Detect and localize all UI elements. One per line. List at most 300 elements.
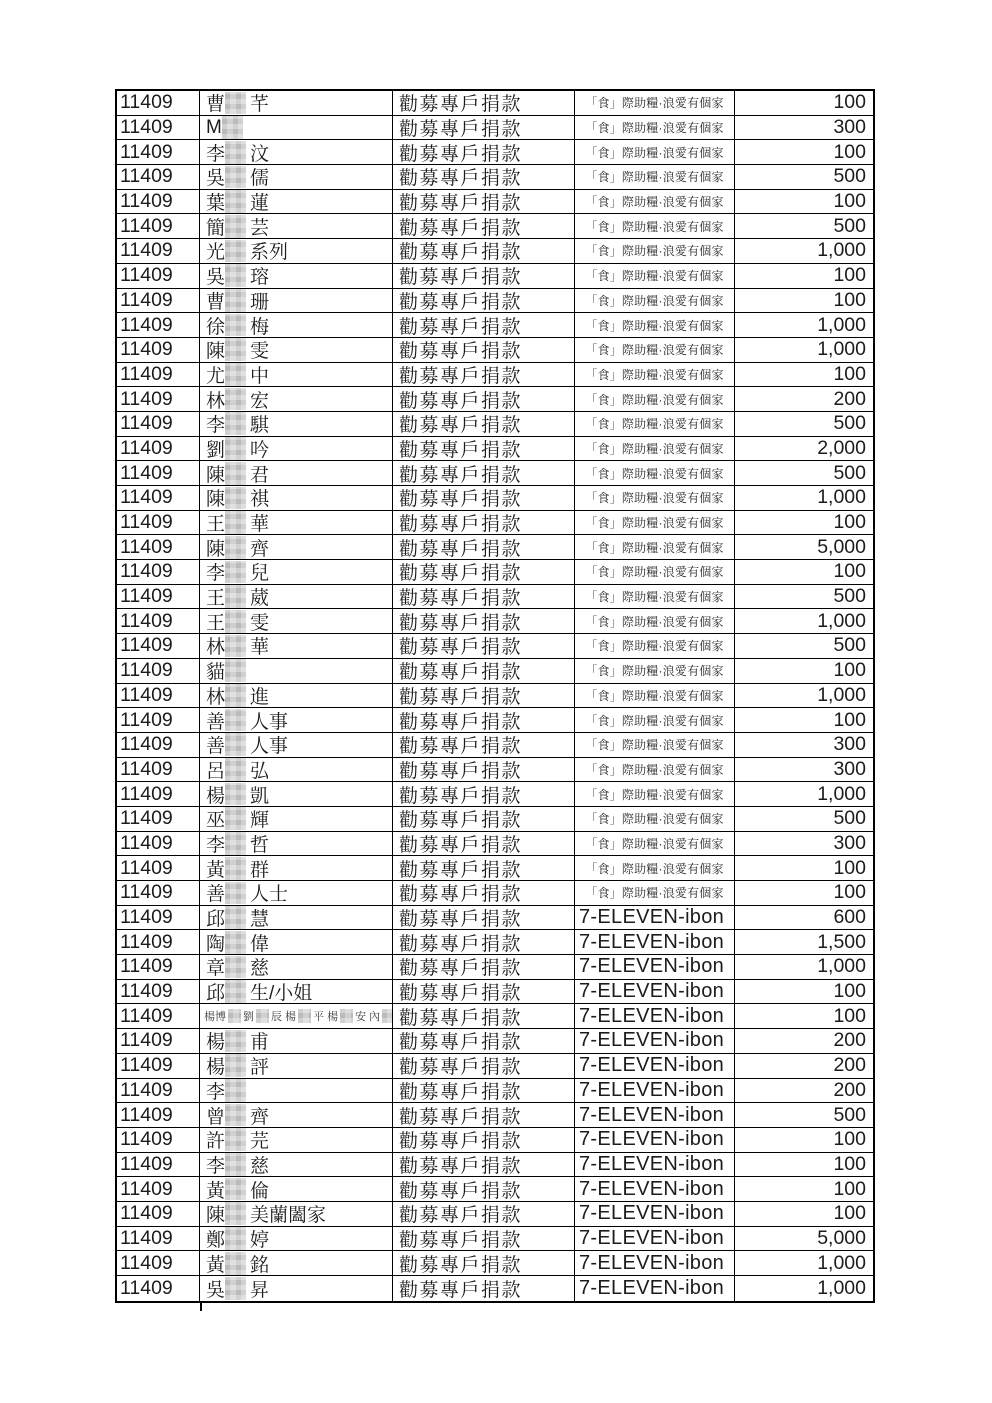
redaction-box <box>225 264 246 287</box>
donor-name-text: 李 <box>206 143 226 165</box>
channel-cell: 「食」際助糧·浪愛有個家 <box>575 363 735 387</box>
donation-type-cell: 勸募專戶捐款 <box>393 1103 575 1127</box>
donor-name-text: 黃 <box>206 1180 226 1201</box>
redaction-box <box>225 190 246 213</box>
channel-cell: 7-ELEVEN-ibon <box>575 1177 735 1201</box>
donor-name-cell <box>200 1128 393 1152</box>
code-cell: 11409 <box>117 1276 200 1301</box>
donor-name-cell <box>200 1029 393 1053</box>
code-cell: 11409 <box>117 1177 200 1201</box>
channel-cell: 「食」際助糧·浪愛有個家 <box>575 190 735 214</box>
donation-type-cell: 勸募專戶捐款 <box>393 930 575 954</box>
channel-cell: 「食」際助糧·浪愛有個家 <box>575 634 735 658</box>
channel-cell: 「食」際助糧·浪愛有個家 <box>575 387 735 411</box>
donor-name-text: 蓮 <box>250 193 270 214</box>
donor-name-text: 善 <box>206 736 226 757</box>
channel-cell: 7-ELEVEN-ibon <box>575 1251 735 1275</box>
channel-cell: 「食」際助糧·浪愛有個家 <box>575 461 735 485</box>
donation-type-cell: 勸募專戶捐款 <box>393 239 575 263</box>
amount-cell: 1,000 <box>817 338 866 361</box>
donor-name-text: 梅 <box>250 316 270 337</box>
donor-name-text: 君 <box>250 464 270 485</box>
donor-name-cell <box>200 832 393 856</box>
donor-name-cell <box>200 412 393 436</box>
redaction-box <box>225 1202 246 1225</box>
code-cell: 11409 <box>117 1128 200 1152</box>
donor-name-text: 慈 <box>250 958 270 979</box>
redaction-box <box>225 1104 246 1127</box>
redaction-box <box>225 1178 246 1201</box>
table-row <box>117 1079 873 1104</box>
donation-type-cell: 勸募專戶捐款 <box>393 461 575 485</box>
table-row <box>117 437 873 462</box>
channel-cell: 「食」際助糧·浪愛有個家 <box>575 832 735 856</box>
table-row <box>117 239 873 264</box>
donor-name-text: 陳 <box>206 341 226 362</box>
table-row <box>117 634 873 659</box>
code-cell: 11409 <box>117 609 200 633</box>
channel-cell: 7-ELEVEN-ibon <box>575 1153 735 1177</box>
donor-name-text: 林 <box>206 637 226 658</box>
table-row <box>117 313 873 338</box>
donor-name-text: 中 <box>250 365 270 387</box>
donor-name-text: 美蘭闔家 <box>250 1205 327 1226</box>
donation-type-cell: 勸募專戶捐款 <box>393 313 575 337</box>
donor-name-cell <box>200 1153 393 1177</box>
table-row <box>117 782 873 807</box>
channel-cell: 「食」際助糧·浪愛有個家 <box>575 511 735 535</box>
amount-cell: 100 <box>833 91 866 114</box>
donor-name-text: 吳 <box>206 267 226 288</box>
donor-name-text: 邱 <box>206 909 226 930</box>
donor-name-text: 黃 <box>206 859 226 880</box>
donor-name-text: 吳 <box>206 168 226 189</box>
table-row <box>117 560 873 585</box>
donor-name-text: 瑢 <box>250 267 270 288</box>
donor-name-text: 李 <box>206 415 226 436</box>
table-row <box>117 461 873 486</box>
redaction-box <box>225 561 246 584</box>
donor-name-text: 芊 <box>250 94 270 115</box>
donation-type-cell: 勸募專戶捐款 <box>393 684 575 708</box>
redaction-box <box>225 1252 246 1275</box>
redaction-box <box>256 1009 269 1023</box>
donor-name-text: 芸 <box>250 217 270 239</box>
donation-type-cell: 勸募專戶捐款 <box>393 1004 575 1028</box>
donation-type-cell: 勸募專戶捐款 <box>393 1079 575 1103</box>
table-row <box>117 1029 873 1054</box>
donation-type-cell: 勸募專戶捐款 <box>393 140 575 164</box>
table-row <box>117 535 873 560</box>
channel-cell: 「食」際助糧·浪愛有個家 <box>575 585 735 609</box>
donation-type-cell: 勸募專戶捐款 <box>393 634 575 658</box>
channel-cell: 「食」際助糧·浪愛有個家 <box>575 609 735 633</box>
amount-cell: 500 <box>833 1103 866 1126</box>
redaction-box <box>225 758 246 781</box>
donor-name-cell <box>200 930 393 954</box>
donor-name-text: 齊 <box>250 538 270 560</box>
redaction-box <box>225 240 246 263</box>
donation-type-cell: 勸募專戶捐款 <box>393 782 575 806</box>
code-cell: 11409 <box>117 733 200 757</box>
donor-name-text: 劉 <box>243 1011 254 1024</box>
donor-name-text: 評 <box>250 1057 270 1078</box>
donor-name-text: 林 <box>206 686 226 708</box>
donor-name-cell <box>200 1079 393 1103</box>
amount-cell: 100 <box>833 140 866 163</box>
amount-cell: 100 <box>833 980 866 1003</box>
channel-cell: 「食」際助糧·浪愛有個家 <box>575 264 735 288</box>
code-cell: 11409 <box>117 511 200 535</box>
amount-cell: 300 <box>833 757 866 780</box>
donor-name-text: 汶 <box>250 143 270 165</box>
donation-type-cell: 勸募專戶捐款 <box>393 708 575 732</box>
amount-cell: 200 <box>833 1054 866 1077</box>
channel-cell: 7-ELEVEN-ibon <box>575 906 735 930</box>
donation-type-cell: 勸募專戶捐款 <box>393 758 575 782</box>
donor-name-text: 弘 <box>250 760 270 782</box>
code-cell: 11409 <box>117 856 200 880</box>
donation-type-cell: 勸募專戶捐款 <box>393 486 575 510</box>
donor-name-text: 貓 <box>206 662 226 683</box>
table-row <box>117 856 873 881</box>
donor-name-cell <box>200 609 393 633</box>
donation-type-cell: 勸募專戶捐款 <box>393 881 575 905</box>
channel-cell: 「食」際助糧·浪愛有個家 <box>575 313 735 337</box>
donor-name-text: 劉 <box>206 439 226 461</box>
amount-cell: 100 <box>833 511 866 534</box>
donor-name-text: 辰 楊 <box>271 1011 297 1024</box>
donor-name-text: 善 <box>206 884 226 905</box>
channel-cell: 「食」際助糧·浪愛有個家 <box>575 782 735 806</box>
amount-cell: 100 <box>833 708 866 731</box>
donor-name-cell <box>200 437 393 461</box>
redaction-box <box>225 659 246 682</box>
table-row <box>117 1227 873 1252</box>
donor-name-text: 華 <box>250 637 270 658</box>
redaction-box <box>225 635 246 658</box>
donation-type-cell: 勸募專戶捐款 <box>393 363 575 387</box>
redaction-box <box>225 956 246 979</box>
donor-name-text: 楊 <box>206 785 226 806</box>
table-row <box>117 758 873 783</box>
donor-name-text: 曹 <box>206 94 226 115</box>
donor-name-text: 楊 <box>206 1057 226 1078</box>
donor-name-cell <box>200 955 393 979</box>
table-row <box>117 980 873 1005</box>
donor-name-text: 哲 <box>250 834 270 856</box>
donor-name-cell <box>200 91 393 115</box>
redaction-box <box>225 980 246 1003</box>
donor-name-cell <box>200 708 393 732</box>
amount-cell: 300 <box>833 733 866 756</box>
donation-type-cell: 勸募專戶捐款 <box>393 585 575 609</box>
table-row <box>117 1103 873 1128</box>
amount-cell: 100 <box>833 560 866 583</box>
donor-name-cell <box>200 1004 393 1028</box>
donor-name-cell <box>200 338 393 362</box>
table-row <box>117 363 873 388</box>
code-cell: 11409 <box>117 412 200 436</box>
code-cell: 11409 <box>117 91 200 115</box>
channel-cell: 「食」際助糧·浪愛有個家 <box>575 684 735 708</box>
amount-cell: 500 <box>833 461 866 484</box>
redaction-box <box>225 832 246 855</box>
amount-cell: 1,500 <box>817 930 866 953</box>
donor-name-cell <box>200 782 393 806</box>
donation-type-cell: 勸募專戶捐款 <box>393 190 575 214</box>
donor-name-text: 安 內 <box>355 1011 381 1024</box>
amount-cell: 500 <box>833 807 866 830</box>
redaction-box <box>225 684 246 707</box>
channel-cell: 「食」際助糧·浪愛有個家 <box>575 535 735 559</box>
donor-name-cell <box>200 289 393 313</box>
table-row <box>117 116 873 141</box>
table-row <box>117 1276 873 1301</box>
table-row <box>117 807 873 832</box>
redaction-box <box>225 412 246 435</box>
redaction-box <box>225 1128 246 1151</box>
donor-name-cell <box>200 190 393 214</box>
donor-name-text: M <box>206 116 222 138</box>
code-cell: 11409 <box>117 1054 200 1078</box>
redaction-box <box>225 733 246 756</box>
amount-cell: 500 <box>833 585 866 608</box>
donation-type-cell: 勸募專戶捐款 <box>393 214 575 238</box>
donor-name-cell <box>200 1202 393 1226</box>
amount-cell: 1,000 <box>817 782 866 805</box>
table-row <box>117 1054 873 1079</box>
code-cell: 11409 <box>117 116 200 140</box>
channel-cell: 7-ELEVEN-ibon <box>575 1202 735 1226</box>
redaction-box <box>225 931 246 954</box>
redaction-box <box>225 487 246 510</box>
table-row <box>117 708 873 733</box>
redaction-box <box>225 462 246 485</box>
donor-name-text: 善 <box>206 711 226 732</box>
donor-name-text: 巫 <box>206 810 226 831</box>
donation-type-cell: 勸募專戶捐款 <box>393 1029 575 1053</box>
code-cell: 11409 <box>117 1251 200 1275</box>
donor-name-text: 進 <box>250 686 270 708</box>
code-cell: 11409 <box>117 1103 200 1127</box>
donor-name-text: 黃 <box>206 1254 226 1275</box>
donor-name-text: 楊博 <box>204 1011 226 1024</box>
donor-name-text: 李 <box>206 563 226 584</box>
redaction-box <box>225 215 246 238</box>
code-cell: 11409 <box>117 659 200 683</box>
amount-cell: 1,000 <box>817 239 866 262</box>
channel-cell: 7-ELEVEN-ibon <box>575 1128 735 1152</box>
channel-cell: 7-ELEVEN-ibon <box>575 980 735 1004</box>
code-cell: 11409 <box>117 165 200 189</box>
channel-cell: 「食」際助糧·浪愛有個家 <box>575 881 735 905</box>
donation-type-cell: 勸募專戶捐款 <box>393 511 575 535</box>
amount-cell: 500 <box>833 165 866 188</box>
table-row <box>117 412 873 437</box>
amount-cell: 300 <box>833 831 866 854</box>
donor-name-cell <box>200 264 393 288</box>
amount-cell: 100 <box>833 659 866 682</box>
code-cell: 11409 <box>117 214 200 238</box>
code-cell: 11409 <box>117 684 200 708</box>
redaction-box <box>225 314 246 337</box>
code-cell: 11409 <box>117 140 200 164</box>
donor-name-text: 甫 <box>250 1032 270 1053</box>
redaction-box <box>225 610 246 633</box>
donation-type-cell: 勸募專戶捐款 <box>393 1227 575 1251</box>
code-cell: 11409 <box>117 1029 200 1053</box>
code-cell: 11409 <box>117 239 200 263</box>
donor-name-text: 系列 <box>250 242 289 263</box>
redaction-box <box>225 807 246 830</box>
table-row <box>117 906 873 931</box>
donor-name-text: 徐 <box>206 316 226 337</box>
amount-cell: 300 <box>833 116 866 139</box>
table-row <box>117 684 873 709</box>
donor-name-text: 簡 <box>206 217 226 239</box>
donor-name-text: 人士 <box>250 884 289 905</box>
amount-cell: 100 <box>833 288 866 311</box>
donor-name-cell <box>200 1054 393 1078</box>
code-cell: 11409 <box>117 807 200 831</box>
donor-name-text: 齊 <box>250 1106 270 1127</box>
donor-name-cell <box>200 733 393 757</box>
donor-name-text: 珊 <box>250 291 270 313</box>
donation-type-cell: 勸募專戶捐款 <box>393 906 575 930</box>
redaction-box <box>298 1009 311 1023</box>
donation-type-cell: 勸募專戶捐款 <box>393 980 575 1004</box>
donation-type-cell: 勸募專戶捐款 <box>393 1054 575 1078</box>
channel-cell: 7-ELEVEN-ibon <box>575 1276 735 1301</box>
redaction-box <box>225 289 246 312</box>
table-row <box>117 1153 873 1178</box>
amount-cell: 1,000 <box>817 955 866 978</box>
donation-type-cell: 勸募專戶捐款 <box>393 659 575 683</box>
donor-name-text: 輝 <box>250 810 270 831</box>
amount-cell: 5,000 <box>817 1226 866 1249</box>
table-bottom-tick <box>200 1302 202 1311</box>
donor-name-text: 雯 <box>250 612 270 634</box>
donation-type-cell: 勸募專戶捐款 <box>393 264 575 288</box>
redaction-box <box>225 1079 246 1102</box>
redaction-box <box>225 1153 246 1176</box>
donor-name-text: 陶 <box>206 933 226 955</box>
table-row <box>117 91 873 116</box>
table-row <box>117 585 873 610</box>
amount-cell: 1,000 <box>817 486 866 509</box>
donor-name-cell <box>200 1103 393 1127</box>
table-row <box>117 511 873 536</box>
code-cell: 11409 <box>117 1079 200 1103</box>
channel-cell: 7-ELEVEN-ibon <box>575 1079 735 1103</box>
channel-cell: 「食」際助糧·浪愛有個家 <box>575 758 735 782</box>
table-row <box>117 1004 873 1029</box>
code-cell: 11409 <box>117 906 200 930</box>
donation-type-cell: 勸募專戶捐款 <box>393 807 575 831</box>
donor-name-cell <box>200 461 393 485</box>
table-row <box>117 659 873 684</box>
amount-cell: 100 <box>833 1152 866 1175</box>
channel-cell: 7-ELEVEN-ibon <box>575 1054 735 1078</box>
table-row <box>117 1177 873 1202</box>
redaction-box <box>225 1277 246 1301</box>
donor-name-text: 兒 <box>250 563 270 584</box>
donor-name-text: 林 <box>206 390 226 411</box>
amount-cell: 500 <box>833 412 866 435</box>
donor-name-text: 群 <box>250 859 270 880</box>
amount-cell: 200 <box>833 387 866 410</box>
amount-cell: 100 <box>833 190 866 213</box>
redaction-box <box>228 1009 241 1023</box>
donor-name-cell <box>200 758 393 782</box>
table-row <box>117 165 873 190</box>
table-row <box>117 190 873 215</box>
donor-name-text: 曾 <box>206 1106 226 1127</box>
donor-name-cell <box>200 634 393 658</box>
donor-name-text: 慈 <box>250 1155 270 1177</box>
donation-type-cell: 勸募專戶捐款 <box>393 832 575 856</box>
donation-type-cell: 勸募專戶捐款 <box>393 955 575 979</box>
code-cell: 11409 <box>117 313 200 337</box>
redaction-box <box>225 585 246 608</box>
channel-cell: 「食」際助糧·浪愛有個家 <box>575 437 735 461</box>
donor-name-text: 王 <box>206 588 226 609</box>
donation-type-cell: 勸募專戶捐款 <box>393 165 575 189</box>
table-row <box>117 733 873 758</box>
donor-name-cell <box>200 906 393 930</box>
donor-name-text: 祺 <box>250 489 270 510</box>
code-cell: 11409 <box>117 1004 200 1028</box>
code-cell: 11409 <box>117 486 200 510</box>
donor-name-text: 王 <box>206 612 226 634</box>
amount-cell: 500 <box>833 214 866 237</box>
donor-name-text: 吟 <box>250 439 270 461</box>
amount-cell: 1,000 <box>817 1251 866 1274</box>
donor-name-text: 王 <box>206 514 226 535</box>
code-cell: 11409 <box>117 881 200 905</box>
donor-name-text: 李 <box>206 834 226 856</box>
donor-name-text: 昇 <box>250 1279 270 1301</box>
amount-cell: 1,000 <box>817 609 866 632</box>
donor-name-cell <box>200 165 393 189</box>
donation-table <box>115 89 875 1303</box>
donation-type-cell: 勸募專戶捐款 <box>393 535 575 559</box>
donor-name-text: 人事 <box>250 736 289 757</box>
donor-name-text: 凱 <box>250 785 270 806</box>
channel-cell: 「食」際助糧·浪愛有個家 <box>575 338 735 362</box>
channel-cell: 「食」際助糧·浪愛有個家 <box>575 856 735 880</box>
donor-name-text: 慧 <box>250 909 270 930</box>
donor-name-text: 曹 <box>206 291 226 313</box>
redaction-box <box>225 166 246 189</box>
amount-cell: 100 <box>833 881 866 904</box>
donor-name-cell <box>200 1276 393 1301</box>
channel-cell: 「食」際助糧·浪愛有個家 <box>575 289 735 313</box>
donor-name-cell <box>200 1177 393 1201</box>
donor-name-cell <box>200 1251 393 1275</box>
table-row <box>117 930 873 955</box>
channel-cell: 「食」際助糧·浪愛有個家 <box>575 165 735 189</box>
donor-name-cell <box>200 1227 393 1251</box>
donor-name-cell <box>200 881 393 905</box>
redaction-box <box>340 1009 353 1023</box>
redaction-box <box>225 536 246 559</box>
redaction-box <box>225 141 246 164</box>
donor-name-text: 芫 <box>250 1131 270 1152</box>
channel-cell: 「食」際助糧·浪愛有個家 <box>575 214 735 238</box>
donor-name-text: 許 <box>206 1131 226 1152</box>
